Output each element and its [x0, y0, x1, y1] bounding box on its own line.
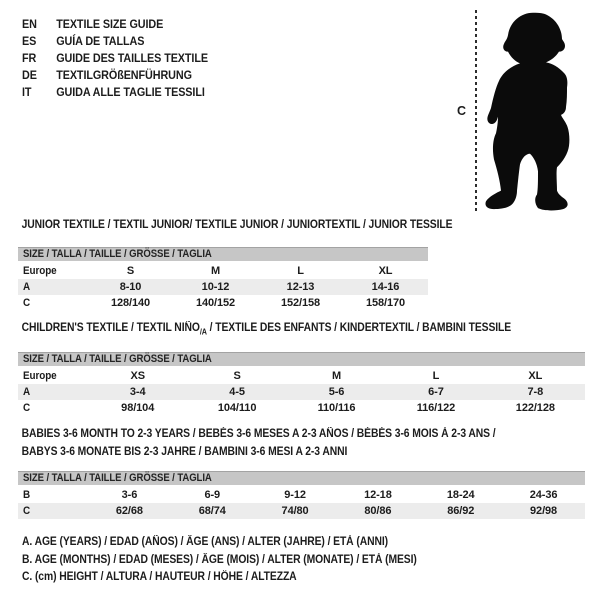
- table-cell: M: [210, 265, 221, 277]
- footnote-c: C. (cm) HEIGHT / ALTURA / HAUTEUR / HÖHE / ALTEZZA: [22, 571, 297, 583]
- table-cell: 6-7: [428, 386, 444, 399]
- language-title: GUIDE DES TAILLES TEXTILE: [56, 51, 208, 65]
- table-row-europe: [18, 368, 585, 384]
- language-list: [22, 16, 229, 101]
- language-row-en: [22, 16, 208, 33]
- row-label: C: [23, 402, 31, 415]
- table-cell: 104/110: [217, 402, 257, 415]
- table-cell: 92/98: [530, 505, 558, 517]
- footnote-b: B. AGE (MONTHS) / EDAD (MESES) / ÂGE (MOIS) / ALTER (MONATE) / ETÀ (MESI): [22, 553, 417, 566]
- section-title-line2: BABYS 3-6 MONATE BIS 2-3 JAHRE / BAMBINI 3-6 MESI A 2-3 ANNI: [21, 446, 348, 458]
- table-cell: 128/140: [110, 297, 151, 309]
- language-code: FR: [22, 51, 37, 65]
- row-label: Europe: [23, 265, 57, 277]
- table-cell: 4-5: [229, 386, 245, 399]
- language-row-es: [22, 33, 208, 50]
- table-cell: 9-12: [284, 489, 306, 501]
- table-cell: 158/170: [365, 297, 406, 309]
- table-cell: 8-10: [119, 281, 142, 293]
- table-cell: 110/116: [317, 402, 356, 415]
- row-label: Europe: [23, 370, 57, 383]
- language-code: EN: [22, 17, 37, 31]
- section-title: [18, 321, 511, 339]
- row-label: A: [23, 281, 31, 293]
- size-header-text: SIZE / TALLA / TAILLE / GRÖSSE / TAGLIA: [23, 472, 212, 484]
- table-cell: XL: [528, 370, 543, 383]
- table-row-height: [18, 400, 585, 416]
- table-row-age: [18, 279, 428, 295]
- language-title: TEXTILE SIZE GUIDE: [56, 17, 164, 31]
- row-label: C: [23, 505, 31, 517]
- table-cell: 74/80: [281, 505, 309, 517]
- table-row-months: [18, 487, 585, 503]
- table-cell: 14-16: [371, 281, 400, 293]
- language-title: GUÍA DE TALLAS: [56, 34, 145, 48]
- table-cell: S: [126, 265, 135, 277]
- table-cell: L: [297, 265, 304, 277]
- table-row-height: [18, 295, 428, 311]
- table-row-height: [18, 503, 585, 519]
- language-code: IT: [22, 85, 32, 99]
- table-cell: 152/158: [280, 297, 321, 309]
- language-title: GUIDA ALLE TAGLIE TESSILI: [56, 85, 205, 99]
- table-cell: 5-6: [328, 386, 345, 399]
- section-title-line1: BABIES 3-6 MONTH TO 2-3 YEARS / BEBÉS 3-6 MESES A 2-3 AÑOS / BÉBÉS 3-6 MOIS À 2-3 ANS /: [21, 428, 496, 440]
- table-cell: 12-18: [364, 489, 392, 501]
- size-header-text: SIZE / TALLA / TAILLE / GRÖSSE / TAGLIA: [23, 248, 212, 260]
- footnotes: [22, 534, 600, 587]
- size-table-header: [18, 247, 428, 263]
- table-cell: 80/86: [364, 505, 392, 517]
- baby-silhouette-icon: [481, 6, 581, 212]
- height-measure-label: C: [457, 104, 466, 118]
- section-title-rest: / TEXTILE DES ENFANTS / KINDERTEXTIL / BAMBINI TESSILE: [206, 322, 512, 334]
- footnote-a: A. AGE (YEARS) / EDAD (AÑOS) / ÂGE (ANS) / ALTER (JAHRE) / ETÀ (ANNI): [22, 536, 389, 548]
- table-cell: 122/128: [515, 402, 555, 415]
- table-cell: XS: [130, 370, 145, 383]
- table-cell: 3-4: [129, 386, 146, 399]
- table-cell: 3-6: [121, 489, 138, 501]
- size-table-header: [18, 471, 585, 487]
- section-junior: [18, 215, 453, 311]
- table-cell: 10-12: [201, 281, 230, 293]
- table-cell: 68/74: [198, 505, 226, 517]
- table-cell: M: [331, 370, 342, 383]
- size-header-text: SIZE / TALLA / TAILLE / GRÖSSE / TAGLIA: [23, 353, 212, 366]
- table-cell: 116/122: [416, 402, 456, 415]
- row-label: A: [23, 386, 31, 399]
- table-cell: 7-8: [527, 386, 544, 399]
- size-table-header: [18, 352, 585, 368]
- table-cell: 86/92: [447, 505, 475, 517]
- table-cell: XL: [378, 265, 393, 277]
- table-cell: 24-36: [529, 489, 558, 501]
- section-babies: [18, 424, 585, 519]
- language-code: DE: [22, 68, 37, 82]
- table-row-age: [18, 384, 585, 400]
- table-cell: 18-24: [446, 489, 475, 501]
- table-cell: 6-9: [204, 489, 221, 501]
- junior-size-table: [18, 247, 428, 311]
- row-label: C: [23, 297, 31, 309]
- table-cell: 62/68: [115, 505, 143, 517]
- table-cell: 98/104: [121, 402, 155, 415]
- section-children: [18, 318, 585, 416]
- language-row-fr: [22, 50, 208, 67]
- children-size-table: [18, 352, 585, 416]
- row-label: B: [23, 489, 31, 501]
- section-title-subscript: /A: [199, 327, 207, 337]
- section-title-main: CHILDREN'S TEXTILE / TEXTIL NIÑO: [21, 322, 200, 334]
- language-row-it: [22, 84, 208, 101]
- table-cell: S: [233, 370, 241, 383]
- table-cell: 12-13: [286, 281, 315, 293]
- babies-size-table: [18, 471, 585, 519]
- height-dashed-line: [475, 10, 477, 212]
- table-row-europe: [18, 263, 428, 279]
- section-title: JUNIOR TEXTILE / TEXTIL JUNIOR/ TEXTILE JUNIOR / JUNIORTEXTIL / JUNIOR TESSILE: [21, 219, 453, 231]
- table-cell: 140/152: [195, 297, 236, 309]
- language-title: TEXTILGRÖßENFÜHRUNG: [56, 68, 192, 82]
- language-code: ES: [22, 34, 37, 48]
- table-cell: L: [432, 370, 440, 383]
- language-row-de: [22, 67, 208, 84]
